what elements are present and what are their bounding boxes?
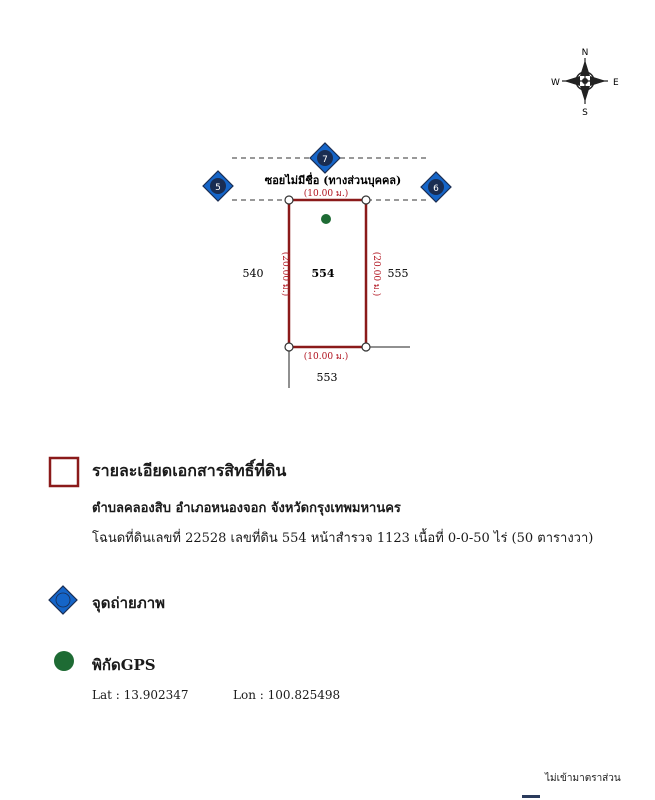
legend-location: ตำบลคลองสิบ อำเภอหนองจอก จังหวัดกรุงเทพมหานคร (92, 501, 401, 516)
gps-point-marker[interactable] (321, 214, 331, 224)
photo-point-5-marker[interactable] (203, 171, 233, 201)
legend-parcel-swatch (50, 458, 78, 486)
legend-gps-label: พิกัดGPS (92, 656, 156, 674)
photo-point-5-label: 5 (215, 183, 221, 193)
parcel-bottom-dimension: (10.00 ม.) (303, 352, 349, 362)
parcel-left-dimension: (20.00 ม.) (280, 251, 290, 297)
compass-south: S (582, 108, 588, 118)
legend-deed-details: โฉนดที่ดินเลขที่ 22528 เลขที่ดิน 554 หน้าสำรวจ 1123 เนื้อที่ 0-0-50 ไร่ (50 ตารางวา) (92, 531, 594, 546)
corner-marker (362, 343, 370, 351)
legend-photo-point-label: จุดถ่ายภาพ (92, 594, 166, 612)
gps-longitude: Lon : 100.825498 (233, 688, 341, 702)
legend-title: รายละเอียดเอกสารสิทธิ์ที่ดิน (92, 461, 287, 480)
legend-photo-point-icon (49, 586, 77, 614)
compass-west: W (551, 78, 560, 88)
photo-point-7-marker[interactable] (310, 143, 340, 173)
parcel-right-dimension: (20.00 ม.) (371, 251, 381, 297)
corner-marker (285, 196, 293, 204)
compass-north: N (581, 48, 589, 58)
scale-note: ไม่เข้ามาตราส่วน (545, 773, 621, 784)
decorative-stroke (522, 795, 540, 798)
photo-point-7-label: 7 (322, 155, 328, 165)
photo-point-6-label: 6 (433, 184, 439, 194)
parcel-top-dimension: (10.00 ม.) (303, 189, 349, 199)
parcel-number: 554 (311, 267, 335, 280)
photo-point-6-marker[interactable] (421, 172, 451, 202)
legend-gps-icon (54, 651, 74, 671)
gps-latitude: Lat : 13.902347 (92, 688, 189, 702)
corner-marker (362, 196, 370, 204)
compass-rose-icon (562, 58, 608, 104)
neighbor-left: 540 (242, 267, 264, 280)
compass-east: E (613, 78, 619, 88)
road-name: ซอยไม่มีชื่อ (ทางส่วนบุคคล) (264, 174, 402, 187)
corner-marker (285, 343, 293, 351)
neighbor-right: 555 (387, 267, 409, 280)
neighbor-bottom: 553 (316, 371, 338, 384)
